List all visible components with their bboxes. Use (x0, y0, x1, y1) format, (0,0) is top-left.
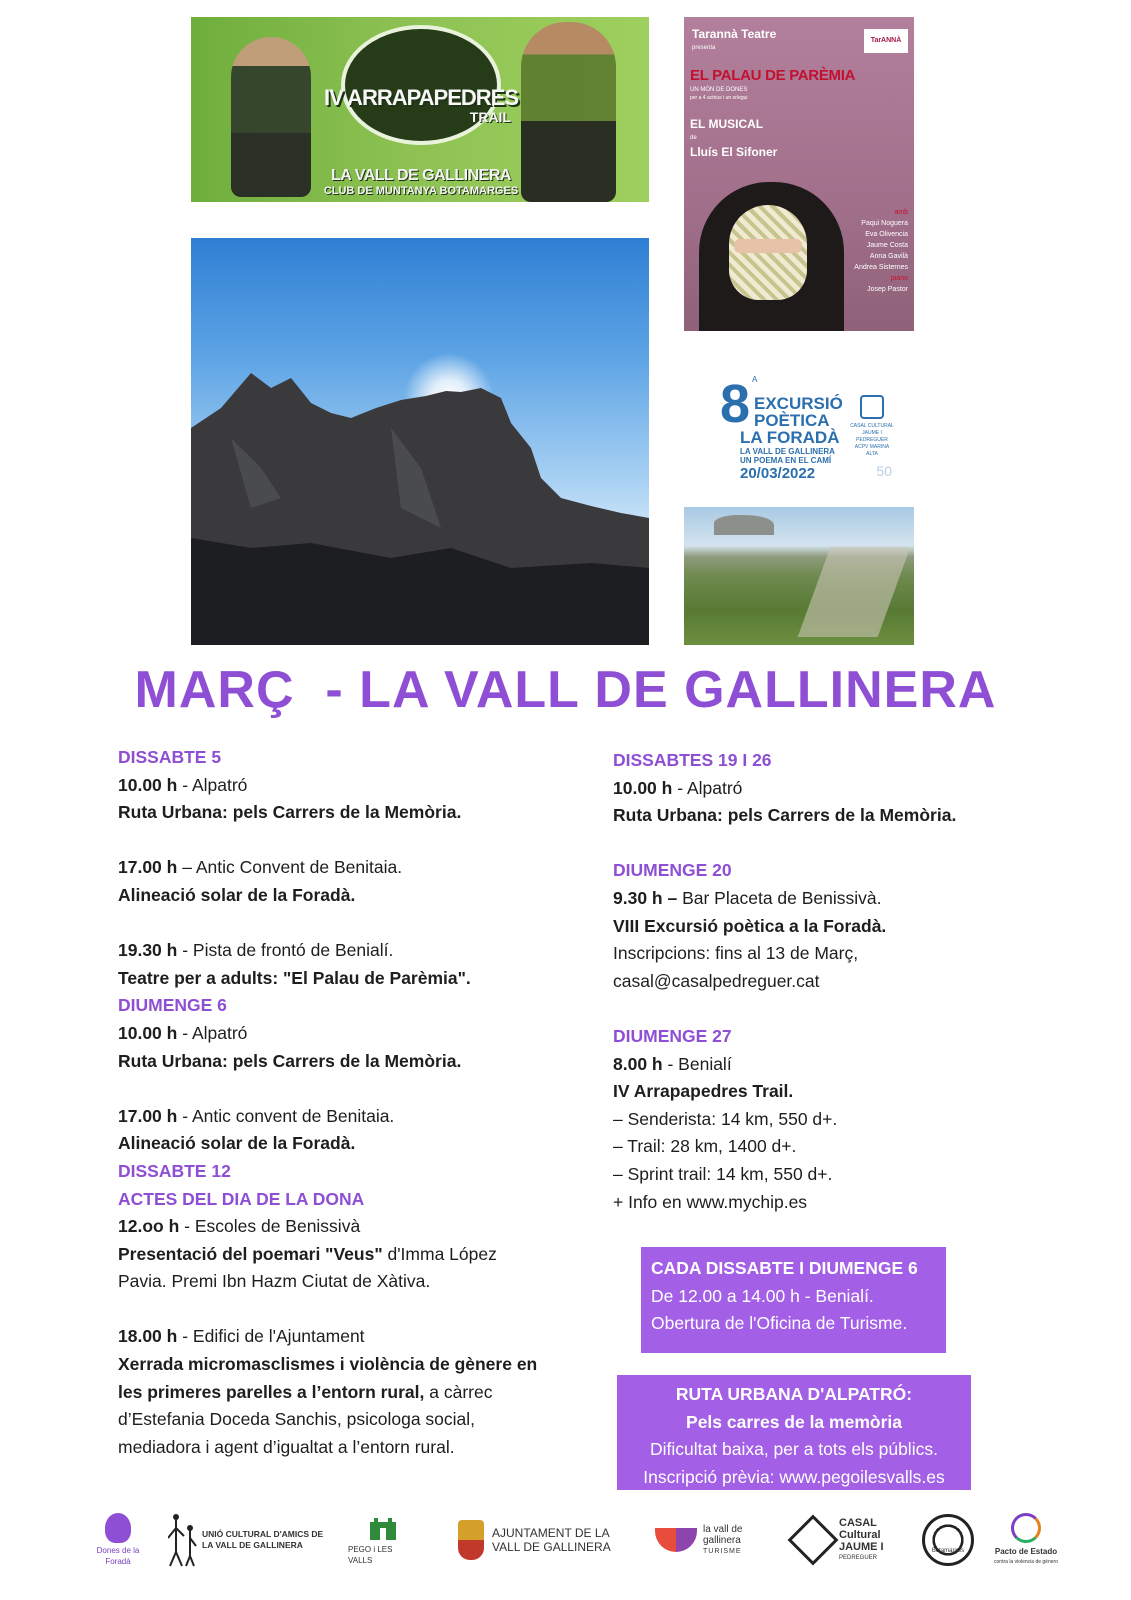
schedule-left-column (118, 744, 588, 1461)
box-line: Obertura de l'Oficina de Turisme. (651, 1313, 908, 1334)
box-line: Inscripció prèvia: www.pegoilesvalls.es (643, 1466, 945, 1487)
event-description: Ruta Urbana: pels Carrers de la Memòria. (118, 802, 462, 823)
event-line: 17.00 h - Antic convent de Benitaia. (118, 1105, 395, 1126)
theatre-title: EL PALAU DE PARÈMIA (690, 67, 856, 84)
event-line: 10.00 h - Alpatró (118, 774, 248, 795)
trail-club: CLUB DE MUNTANYA BOTAMARGES (323, 185, 519, 197)
event-line: 10.00 h - Alpatró (118, 1022, 248, 1043)
box-line: De 12.00 a 14.00 h - Benialí. (651, 1285, 874, 1306)
botamarges-circle-icon: Botamarges (922, 1514, 974, 1566)
event-detail: – Trail: 28 km, 1400 d+. (613, 1136, 797, 1157)
event-description: VIII Excursió poètica a la Foradà. (613, 915, 887, 936)
excursion-line5: UN POEMA EN EL CAMÍ (740, 456, 832, 465)
box-line: Dificultat baixa, per a tots els públics. (650, 1439, 938, 1460)
event-description: Pavia. Premi Ibn Hazm Ciutat de Xàtiva. (118, 1271, 431, 1292)
excursion-date: 20/03/2022 (740, 465, 816, 482)
theatre-author: Lluís El Sifoner (690, 145, 778, 159)
box-title: RUTA URBANA D'ALPATRÓ: (675, 1384, 913, 1404)
event-line: 18.00 h - Edifici de l'Ajuntament (118, 1326, 365, 1347)
theatre-poster-image (684, 17, 914, 331)
day-heading: DISSABTE 12 (118, 1160, 231, 1181)
hiking-path (798, 547, 911, 637)
event-description: Ruta Urbana: pels Carrers de la Memòria. (118, 1050, 462, 1071)
event-description: mediadora i agent d’igualtat a l’entorn rural. (118, 1436, 455, 1457)
event-description: les primeres parelles a l’entorn rural, a càrrec (118, 1381, 493, 1402)
day-heading: DISSABTE 5 (118, 747, 222, 767)
event-description: Presentació del poemari "Veus" d'Imma López (118, 1243, 497, 1264)
schedule-right-column (613, 747, 1013, 1216)
event-description: IV Arrapapedres Trail. (613, 1081, 794, 1102)
casal-logo-icon (860, 395, 884, 419)
event-email: casal@casalpedreguer.cat (613, 970, 820, 991)
bowl-icon (655, 1528, 697, 1552)
excursion-casal: CASAL CULTURAL JAUME I PEDREGUER ACPV MARINA ALTA (850, 423, 894, 457)
excursion-line4: LA VALL DE GALLINERA (740, 447, 835, 456)
event-description: d’Estefania Doceda Sanchis, psicologa social, (118, 1409, 476, 1430)
event-line: 8.00 h - Benialí (613, 1053, 732, 1074)
event-line: 9.30 h – Bar Placeta de Benissivà. (613, 887, 882, 908)
excursion-line3: LA FORADÀ (740, 428, 840, 447)
woman-profile-icon (105, 1513, 131, 1543)
trail-title: IV ARRAPAPEDRES (323, 85, 519, 110)
page-title: MARÇ - LA VALL DE GALLINERA (134, 661, 997, 719)
theatre-logo: TarANNÀ (864, 29, 908, 53)
day-heading: DISSABTES 19 I 26 (613, 750, 772, 770)
box-subtitle: Pels carres de la memòria (686, 1411, 902, 1432)
day-heading: DIUMENGE 6 (118, 995, 227, 1016)
logo-botamarges (918, 1510, 978, 1570)
mountain-photo (191, 238, 649, 645)
event-line: 12.oo h - Escoles de Benissivà (118, 1216, 361, 1237)
theatre-cast: amb Paqui Noguera Eva Olivencia Jaume Costa Anna Gavilà Andrea Sisternes piano Josep Pastor (854, 209, 908, 293)
theatre-sub1: UN MÓN DE DONES (690, 87, 748, 93)
coat-of-arms-icon (458, 1520, 484, 1560)
excursion-ordinal: A (752, 375, 758, 384)
day-heading: DIUMENGE 27 (613, 1025, 732, 1046)
logo-turisme: la vall de gallinera TURISME (655, 1510, 765, 1570)
event-description: Ruta Urbana: pels Carrers de la Memòria. (613, 805, 957, 826)
excursion-hikers-photo (684, 507, 914, 645)
casal-diamond-icon (788, 1515, 839, 1566)
logo-casal-cultural: CASAL Cultural JAUME I PEDREGUER (795, 1510, 900, 1570)
tourism-office-box (641, 1247, 946, 1353)
logo-unio-cultural: UNIÓ CULTURAL D'AMICS DE LA VALL DE GALLINERA (168, 1510, 328, 1570)
excursion-line1: EXCURSIÓ (754, 394, 843, 413)
day-subheading: ACTES DEL DIA DE LA DONA (118, 1188, 365, 1209)
trail-banner-image (191, 17, 649, 202)
event-line: 10.00 h - Alpatró (613, 777, 743, 798)
event-line: 19.30 h - Pista de frontó de Benialí. (118, 940, 394, 961)
event-description: Alineació solar de la Foradà. (118, 1133, 356, 1154)
theatre-de: de (690, 135, 697, 141)
event-detail: – Sprint trail: 14 km, 550 d+. (613, 1163, 833, 1184)
figure-eyes (734, 239, 802, 253)
pacto-circle-icon (1011, 1513, 1041, 1543)
castle-icon (368, 1514, 398, 1540)
box-title: CADA DISSABTE I DIUMENGE 6 (651, 1258, 918, 1278)
distant-rock (714, 515, 774, 535)
day-heading: DIUMENGE 20 (613, 860, 732, 881)
excursion-poster-image (684, 367, 914, 645)
event-description: Teatre per a adults: "El Palau de Parèmia". (118, 967, 471, 988)
event-detail: – Senderista: 14 km, 550 d+. (613, 1108, 838, 1129)
event-description: Xerrada micromasclismes i violència de gènere en (118, 1354, 538, 1375)
theatre-company: Tarannà Teatre (692, 27, 777, 41)
excursion-number: 8 (720, 374, 751, 434)
event-description: Inscripcions: fins al 13 de Març, (613, 943, 859, 964)
event-line: 17.00 h – Antic Convent de Benitaia. (118, 857, 403, 878)
event-description: Alineació solar de la Foradà. (118, 884, 356, 905)
theatre-sub2: per a 4 actrius i un orlegui (690, 95, 748, 101)
excursion-anniversary: 50 (876, 463, 892, 479)
stick-figures-icon (168, 1512, 198, 1568)
mountain-silhouette (191, 238, 649, 645)
theatre-presenta: presenta (692, 45, 716, 51)
logo-dones-forada: Dones de la Foradà (93, 1510, 143, 1570)
excursion-line2: POÈTICA (754, 411, 830, 430)
logo-pego: PEGO i LES VALLS (348, 1510, 418, 1570)
event-detail: + Info en www.mychip.es (613, 1191, 808, 1212)
theatre-musical: EL MUSICAL (690, 117, 764, 131)
logo-pacto-estado: Pacto de Estado contra la violencia de género (986, 1510, 1066, 1570)
route-info-box (617, 1375, 971, 1490)
trail-place: LA VALL DE GALLINERA (331, 167, 511, 184)
logo-ajuntament: AJUNTAMENT DE LA VALL DE GALLINERA (458, 1510, 628, 1570)
trail-subtitle: TRAIL (469, 109, 511, 125)
